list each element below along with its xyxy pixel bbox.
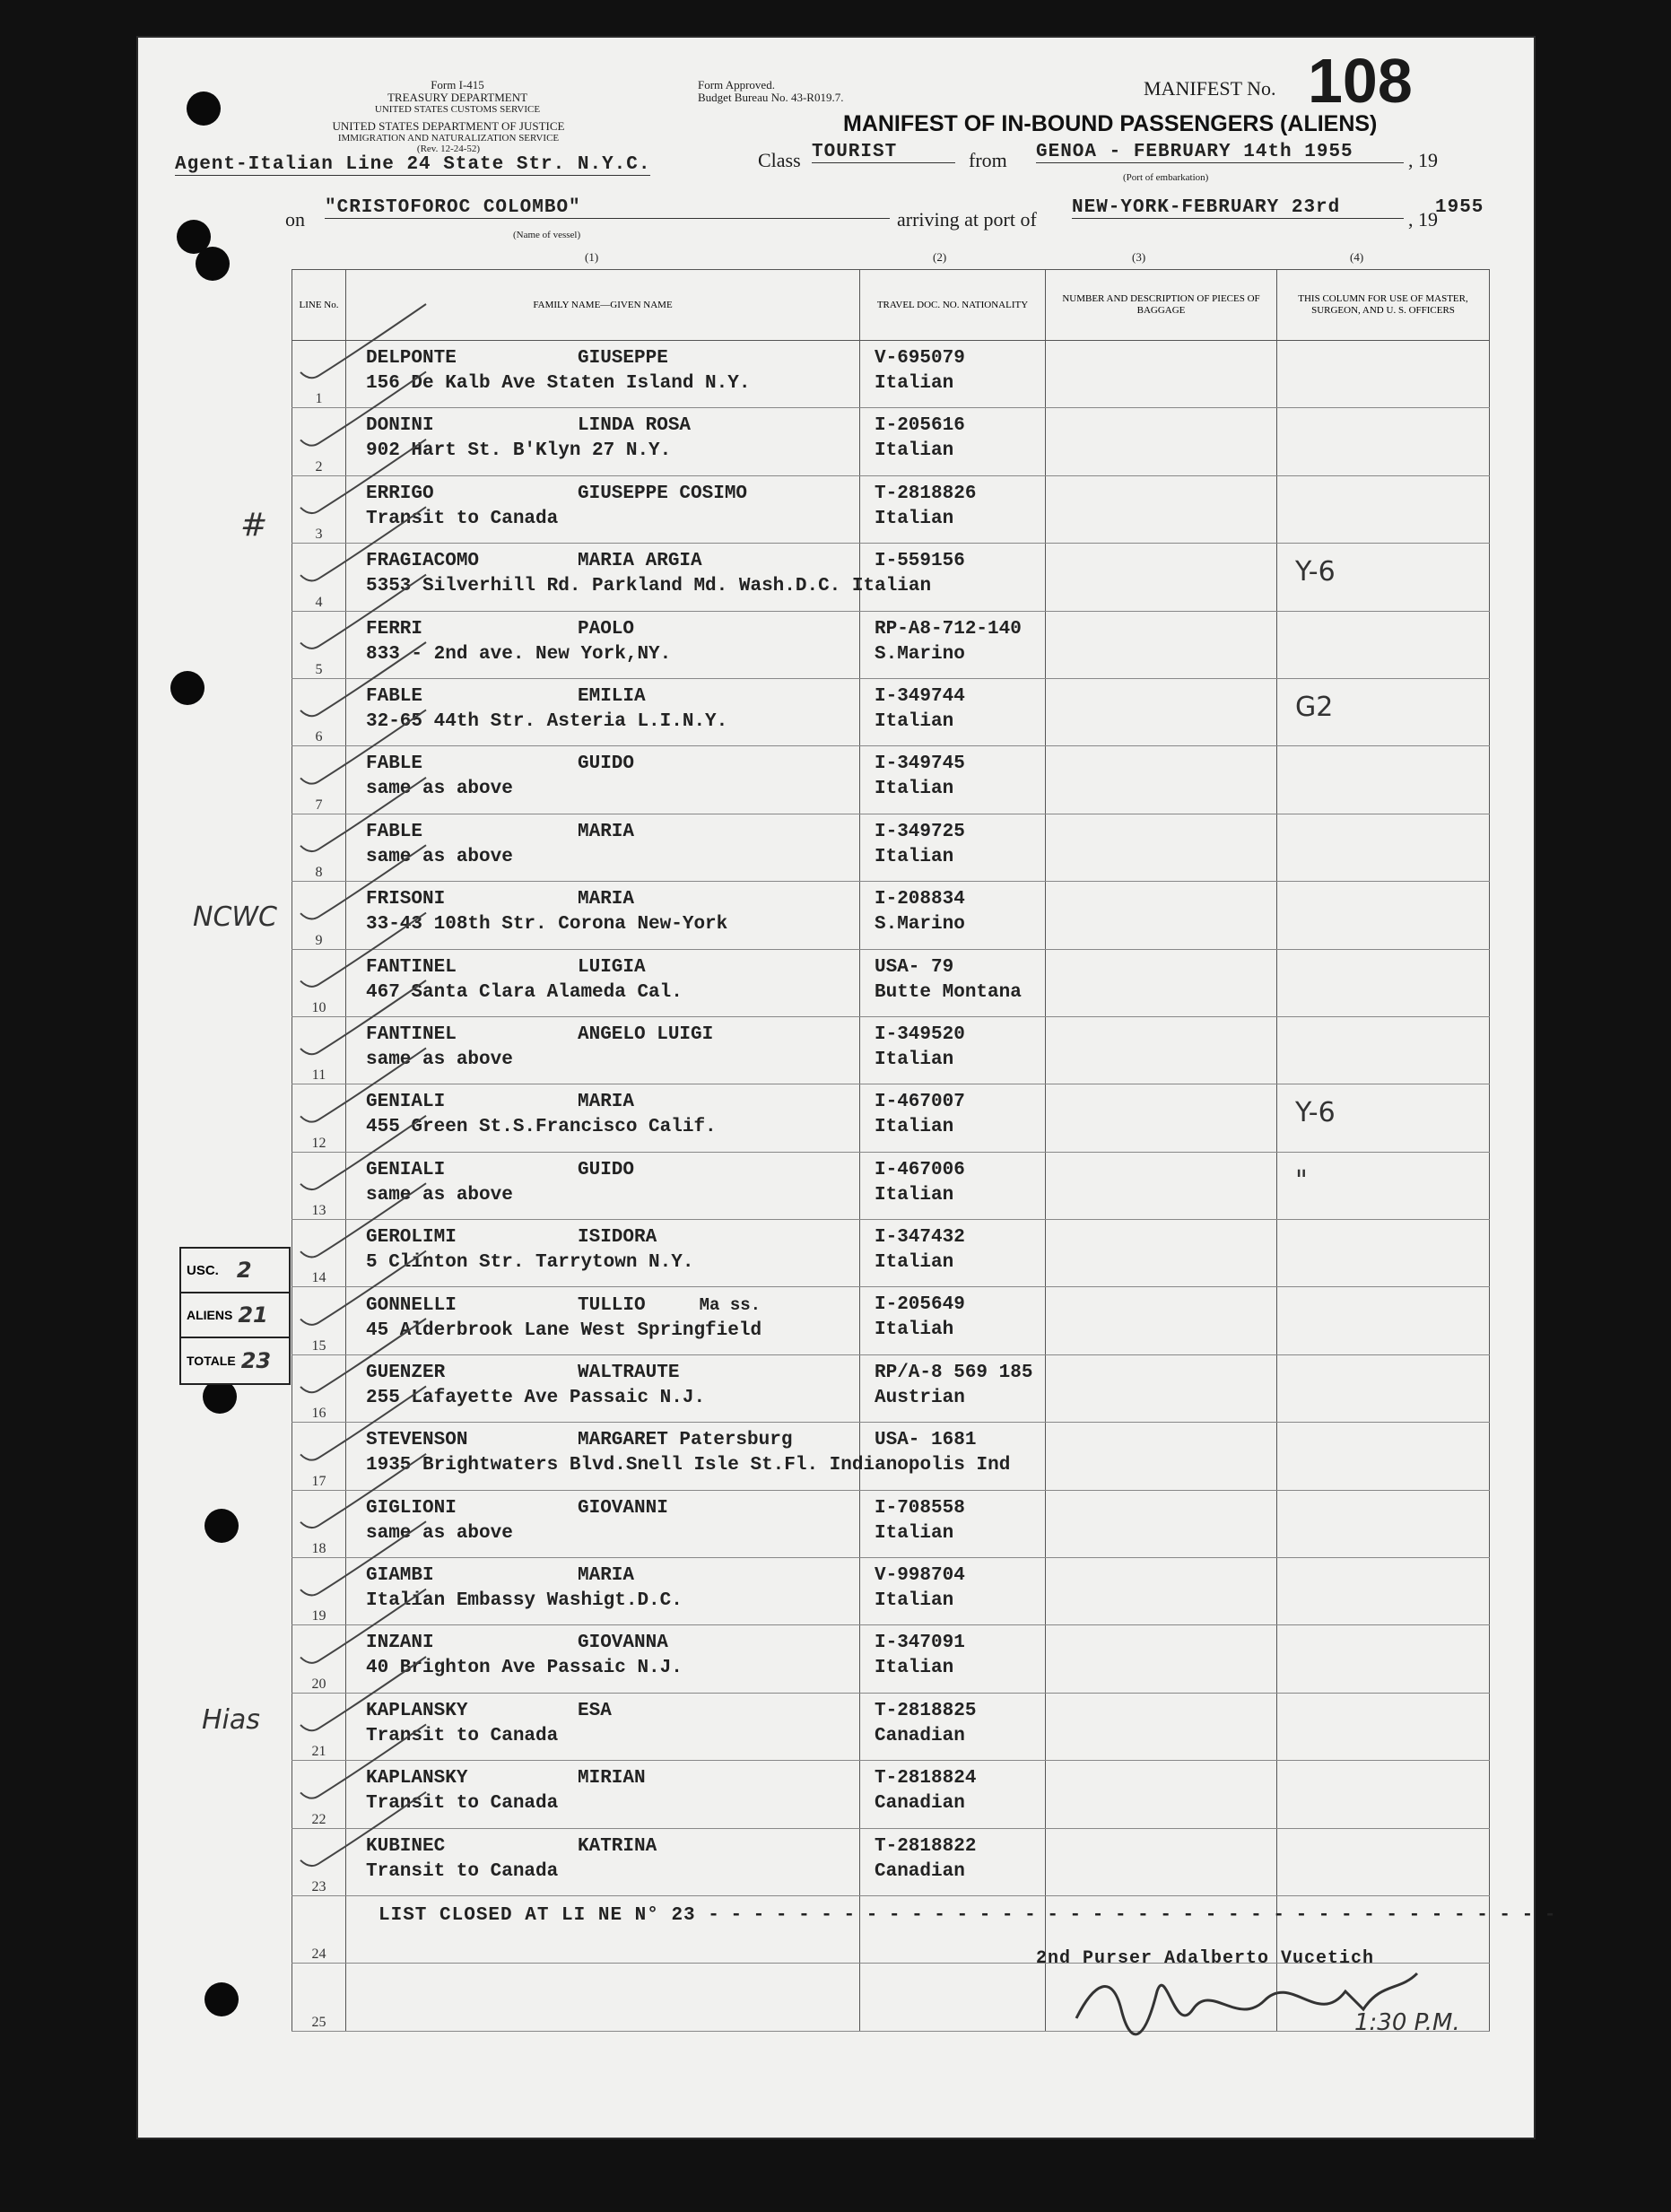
officer-note: Y-6 [1295,556,1336,588]
family-name: GENIALI [366,1159,446,1180]
travel-doc-number: T-2818824 [875,1768,977,1790]
line-number: 17 [292,1423,346,1490]
travel-doc-number: I-347432 [875,1227,965,1249]
line-number: 3 [292,475,346,543]
line-number: 24 [292,1895,346,1963]
line-number: 22 [292,1761,346,1828]
nationality: S.Marino [875,643,965,665]
purser-name: 2nd Purser Adalberto Vucetich [1036,1948,1375,1969]
travel-doc-number: I-349744 [875,685,965,707]
class-label: Class [758,149,801,171]
header-baggage: NUMBER AND DESCRIPTION OF PIECES OF BAGGAGE [1046,270,1277,341]
family-name: GIAMBI [366,1565,434,1587]
from-value: GENOA - FEBRUARY 14th 1955 [1036,142,1404,163]
officer-note: " [1295,1164,1308,1197]
aliens-value: 21 [238,1302,268,1328]
address: 255 Lafayette Ave Passaic N.J. [366,1387,706,1408]
family-name: ERRIGO [366,483,434,504]
given-name: KATRINA [578,1835,657,1857]
family-name: KAPLANSKY [366,1700,468,1721]
given-name: MARIA [578,821,635,842]
address: Transit to Canada [366,508,559,529]
col-number-4: (4) [1350,250,1364,264]
line-number: 18 [292,1490,346,1557]
arrival-year: 1955 [1435,197,1484,218]
travel-doc-number: USA- 79 [875,956,954,978]
nationality: Italian [875,846,954,867]
given-name: ANGELO LUIGI [578,1023,714,1045]
address: 33-43 108th Str. Corona New-York [366,914,728,936]
line-number: 19 [292,1558,346,1625]
travel-doc-number: I-205616 [875,415,965,437]
totale-label: TOTALE [187,1354,236,1368]
vessel-caption: (Name of vessel) [513,230,581,240]
line-number: 20 [292,1625,346,1693]
family-name: GIGLIONI [366,1497,457,1519]
given-name: WALTRAUTE [578,1362,680,1383]
header-name: FAMILY NAME—GIVEN NAME [346,270,860,341]
travel-doc-number: I-467007 [875,1092,965,1113]
address: 833 - 2nd ave. New York,NY. [366,643,672,665]
agent-line: Agent-Italian Line 24 State Str. N.Y.C. [175,154,651,175]
address: same as above [366,1049,513,1070]
col-number-2: (2) [933,250,947,264]
closing-time: 1:30 P.M. [1354,2009,1460,2036]
ins-service: IMMIGRATION AND NATURALIZATION SERVICE [337,133,560,144]
arrival-port-date: NEW-YORK-FEBRUARY 23rd [1072,197,1404,219]
year2-label: , 19 [1408,208,1438,231]
line-number: 1 [292,341,346,408]
given-name: MARIA [578,1565,635,1587]
header-officers: THIS COLUMN FOR USE OF MASTER, SURGEON, AND U. S. OFFICERS [1277,270,1490,341]
family-name: DONINI [366,415,434,437]
line-number: 23 [292,1828,346,1895]
travel-doc-number: I-208834 [875,889,965,910]
form-number: Form I-415 [431,78,484,91]
travel-doc-number: RP/A-8 569 185 [875,1362,1033,1383]
line-number: 12 [292,1084,346,1152]
nationality: Italian [875,440,954,462]
travel-doc-number: USA- 1681 [875,1430,977,1451]
nationality: Italian [875,779,954,800]
address: same as above [366,1184,513,1206]
line-number: 16 [292,1354,346,1422]
family-name: FABLE [366,753,423,775]
given-name: MARIA ARGIA [578,551,702,572]
given-name: LUIGIA [578,956,646,978]
address: Transit to Canada [366,1725,559,1746]
header-line-no: LINE No. [292,270,346,341]
travel-doc-number: I-347091 [875,1633,965,1654]
col-number-1: (1) [585,250,599,264]
line-number: 10 [292,949,346,1016]
given-name: GUIDO [578,1159,635,1180]
family-name: FABLE [366,685,423,707]
nationality: S.Marino [875,914,965,936]
address: 455 Green St.S.Francisco Calif. [366,1117,717,1138]
given-name: GUIDO [578,753,635,775]
address: 32-65 44th Str. Asteria L.I.N.Y. [366,710,728,732]
line-number: 5 [292,611,346,678]
family-name: STEVENSON [366,1430,468,1451]
nationality: Canadian [875,1725,965,1746]
travel-doc-number: I-349745 [875,753,965,775]
line-number: 9 [292,882,346,949]
given-name: MARIA [578,889,635,910]
family-name: FRAGIACOMO [366,551,480,572]
line-number: 25 [292,1964,346,2031]
family-name: KUBINEC [366,1835,446,1857]
usc-value: 2 [236,1258,252,1283]
family-name: FRISONI [366,889,446,910]
manifest-title: MANIFEST OF IN-BOUND PASSENGERS (ALIENS) [843,111,1378,136]
family-name: DELPONTE [366,348,457,369]
address: 902 Hart St. B'Klyn 27 N.Y. [366,440,672,462]
travel-doc-number: T-2818825 [875,1700,977,1721]
travel-doc-number: V-998704 [875,1565,965,1587]
nationality: Butte Montana [875,981,1022,1003]
address: 156 De Kalb Ave Staten Island N.Y. [366,373,751,394]
nationality: Canadian [875,1860,965,1882]
line-number: 13 [292,1152,346,1219]
given-name: TULLIO [578,1295,646,1317]
margin-note-hash: # [240,507,268,544]
nationality: Italian [875,1184,954,1206]
address: 40 Brighton Ave Passaic N.J. [366,1658,683,1679]
address: 5353 Silverhill Rd. Parkland Md. Wash.D.C. Italian [366,576,932,597]
usc-label: USC. [187,1262,219,1278]
margin-note-ncwc: NCWC [193,901,277,933]
address: same as above [366,779,513,800]
given-name: PAOLO [578,618,635,640]
family-name: FABLE [366,821,423,842]
travel-doc-number: RP-A8-712-140 [875,618,1022,640]
given-name: GIOVANNA [578,1633,668,1654]
margin-note-hias: Hias [202,1704,260,1736]
nationality: Italian [875,1590,954,1612]
given-name: MIRIAN [578,1768,646,1790]
customs-service: UNITED STATES CUSTOMS SERVICE [374,104,541,115]
line-number: 11 [292,1016,346,1084]
nationality: Italian [875,710,954,732]
totale-value: 23 [240,1348,272,1373]
form-approved: Form Approved. [698,78,775,91]
on-label: on [285,208,305,231]
travel-doc-number: V-695079 [875,348,965,369]
family-name: GUENZER [366,1362,446,1383]
line-number: 2 [292,408,346,475]
address: 45 Alderbrook Lane West Springfield [366,1320,762,1342]
given-name: MARIA [578,1092,635,1113]
line-number: 21 [292,1693,346,1760]
address: Transit to Canada [366,1793,559,1815]
travel-doc-number: T-2818822 [875,1835,977,1857]
travel-doc-number: I-349520 [875,1023,965,1045]
given-name: ESA [578,1700,612,1721]
travel-doc-number: I-349725 [875,821,965,842]
from-label: from [969,149,1007,171]
given-name: GIUSEPPE COSIMO [578,483,748,504]
officer-note: Y-6 [1295,1097,1336,1129]
given-name: ISIDORA [578,1227,657,1249]
travel-doc-number: I-205649 [875,1294,965,1316]
address: 1935 Brightwaters Blvd.Snell Isle St.Fl. Indianopolis Ind [366,1455,1011,1476]
line-number: 14 [292,1220,346,1287]
family-name: KAPLANSKY [366,1768,468,1790]
nationality: Italian [875,1117,954,1138]
given-name: MARGARET Patersburg [578,1430,793,1451]
nationality: Italian [875,1049,954,1070]
port-embarkation-caption: (Port of embarkation) [1123,172,1209,183]
line-number: 4 [292,544,346,611]
arriving-label: arriving at port of [897,208,1037,231]
address: Transit to Canada [366,1860,559,1882]
given-name: GIOVANNI [578,1497,668,1519]
travel-doc-number: I-559156 [875,551,965,572]
line-number: 8 [292,814,346,881]
budget-bureau: Budget Bureau No. 43-R019.7. [698,91,844,104]
family-name: FERRI [366,618,423,640]
given-name: GIUSEPPE [578,348,668,369]
aliens-label: ALIENS [187,1308,233,1322]
nationality: Austrian [875,1387,965,1408]
nationality: Italian [875,1252,954,1274]
officer-note: G2 [1295,691,1334,723]
manifest-no-label: MANIFEST No. [1144,77,1276,100]
family-name: GONNELLI [366,1295,457,1317]
header-travel-doc: TRAVEL DOC. NO. NATIONALITY [860,270,1046,341]
address: 467 Santa Clara Alameda Cal. [366,981,683,1003]
nationality: Italian [875,508,954,529]
nationality: Italian [875,1658,954,1679]
manifest-number: 108 [1308,46,1413,116]
year-label: , 19 [1408,149,1438,171]
given-name: EMILIA [578,685,646,707]
address: Italian Embassy Washigt.D.C. [366,1590,683,1612]
line-number: 15 [292,1287,346,1354]
line-number: 7 [292,746,346,814]
state-note: Ma ss. [699,1295,762,1316]
address: same as above [366,846,513,867]
justice-dept: UNITED STATES DEPARTMENT OF JUSTICE [332,119,565,133]
col-number-3: (3) [1132,250,1146,264]
family-name: INZANI [366,1633,434,1654]
family-name: GENIALI [366,1092,446,1113]
nationality: Canadian [875,1793,965,1815]
form-revision: (Rev. 12-24-52) [416,144,481,154]
family-name: FANTINEL [366,956,457,978]
vessel-name: "CRISTOFOROC COLOMBO" [325,197,890,219]
class-value: TOURIST [812,142,955,163]
address: 5 Clinton Str. Tarrytown N.Y. [366,1252,694,1274]
list-closed-line: LIST CLOSED AT LI NE N° 23 - - - - - - - - - - - - - - - - - - - - - - - - - - - - - - - - - - - - - - [379,1905,1556,1926]
treasury-dept: TREASURY DEPARTMENT [387,91,528,104]
given-name: LINDA ROSA [578,415,692,437]
family-name: FANTINEL [366,1023,457,1045]
nationality: Italian [875,373,954,394]
travel-doc-number: I-467006 [875,1159,965,1180]
nationality: Italiah [875,1319,954,1341]
travel-doc-number: T-2818826 [875,483,977,504]
address: same as above [366,1522,513,1544]
travel-doc-number: I-708558 [875,1497,965,1519]
nationality: Italian [875,1522,954,1544]
family-name: GEROLIMI [366,1227,457,1249]
line-number: 6 [292,678,346,745]
